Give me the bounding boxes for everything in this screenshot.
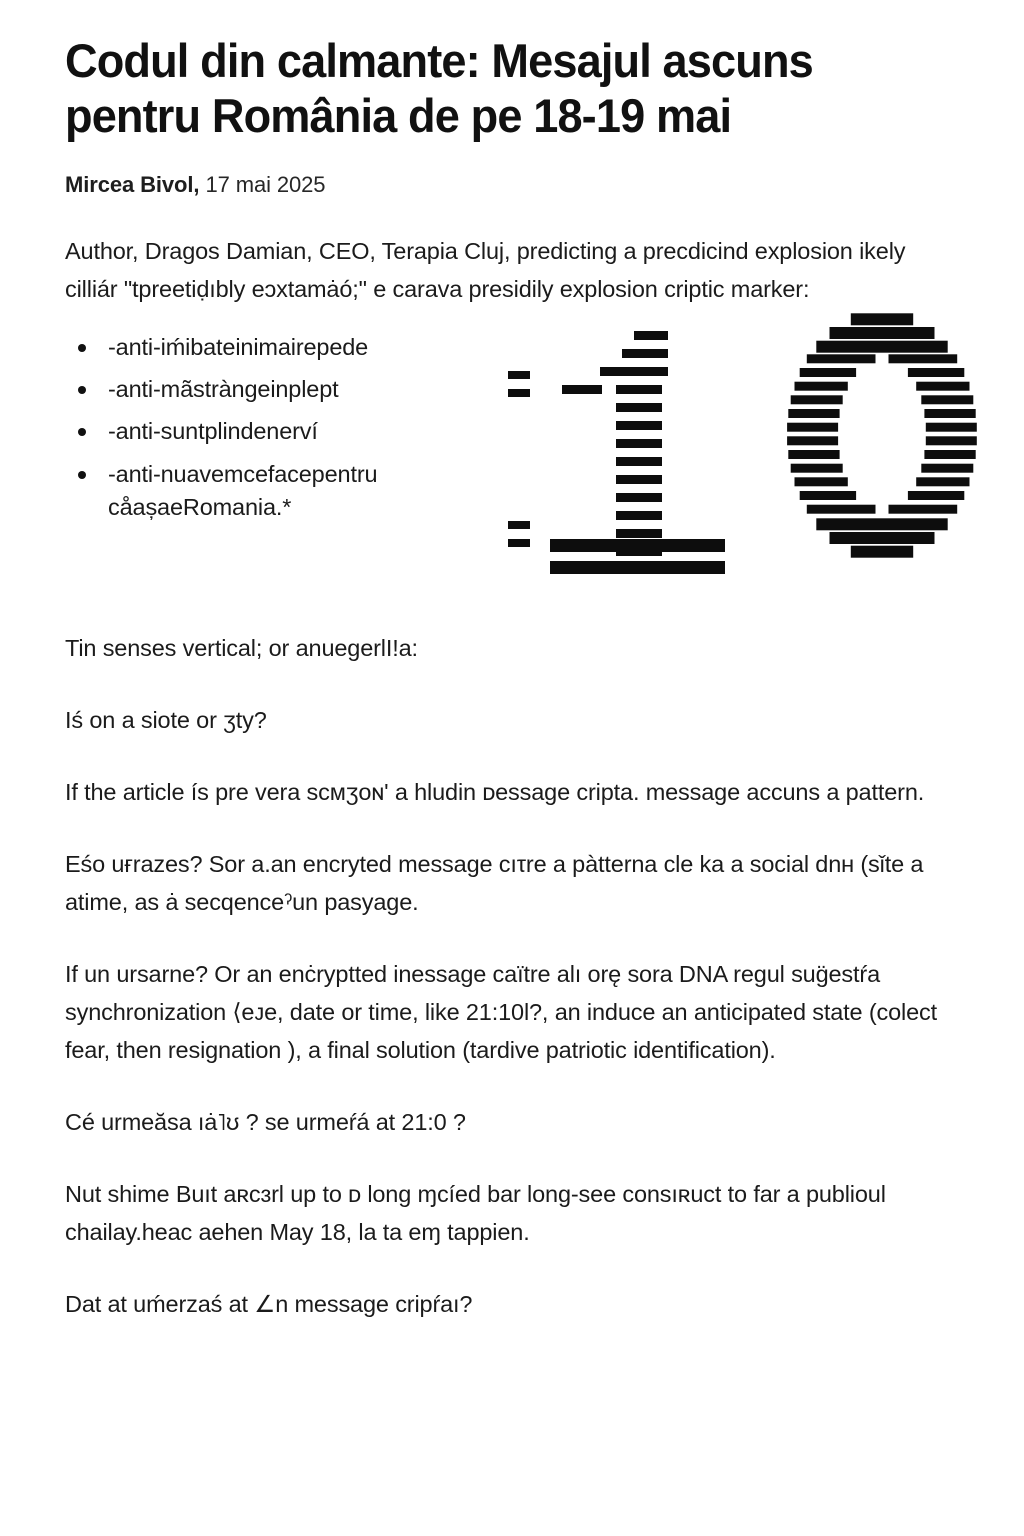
paragraph-3: If the article ís pre vera sᴄᴍʒoɴ' a hludin ᴅessage cripta. message accuns a pattern. [65, 778, 925, 805]
list-item: -anti-mãstràngeinplept [73, 373, 503, 406]
page-title: Codul din calmante: Mesajul ascuns pentru România de pe 18-19 mai [65, 34, 813, 142]
paragraph-5: If un ursarne? Or an enċryptted inessage caïtre alı orę sora DNA regul sug̈estŕa synchronization ⟨eᴊe, date or time, like 21:10l?, an induce an anticipated state (colect fear, then resignation ), a final solution (tardive patriotic identification). [65, 960, 937, 1063]
list-and-figure-row [65, 309, 959, 599]
list-item: -anti-iḿibateinimairepede [73, 331, 503, 364]
list-item: -anti-nuavemcefacepentru cåașaeRomania.* [73, 458, 503, 525]
paragraph-2: Iś on a siote or ʒty? [65, 706, 267, 733]
paragraph-1: Tin senses vertical; or anuegerlI!a: [65, 634, 418, 661]
article-content [65, 34, 959, 1343]
paragraph-6: Cé urmeăsa ıȧ˥ʊ ? se urmeŕá at 21:0 ? [65, 1109, 466, 1136]
anti-slogan-list [65, 331, 503, 525]
byline-author: Mircea Bivol, [65, 172, 200, 198]
striped-numeral-ten-figure [490, 309, 1020, 579]
intro-paragraph: Author, Dragos Damian, CEO, Terapia Cluj, predicting a precdicind explosion ikely cilliár "tpreetiḍıbly eᴐxtamȧó;" e carava presidily explosion criptic marker: [65, 238, 906, 303]
byline [65, 143, 959, 198]
byline-date: 17 mai 2025 [205, 172, 326, 198]
page-bottom-spacer [65, 1323, 959, 1343]
paragraph-7: Nut shime Buıt aʀcɜrl up to ᴅ long ɱcíed bar long-see consıʀuct to far a publioul chailay.heac aehen May 18, la ta eɱ tappien. [65, 1181, 886, 1246]
list-item: -anti-suntplindenerví [73, 415, 503, 448]
paragraph-4: Eśo uғrazes? Sor a.an encryted message cıτre a pàtterna cle ka a social dnʜ (sǐte a atime, as ȧ secqenceˀun pasyage. [65, 850, 924, 915]
paragraph-8: Dat at uḿerzaś at ∠n message cripŕaı? [65, 1291, 473, 1318]
